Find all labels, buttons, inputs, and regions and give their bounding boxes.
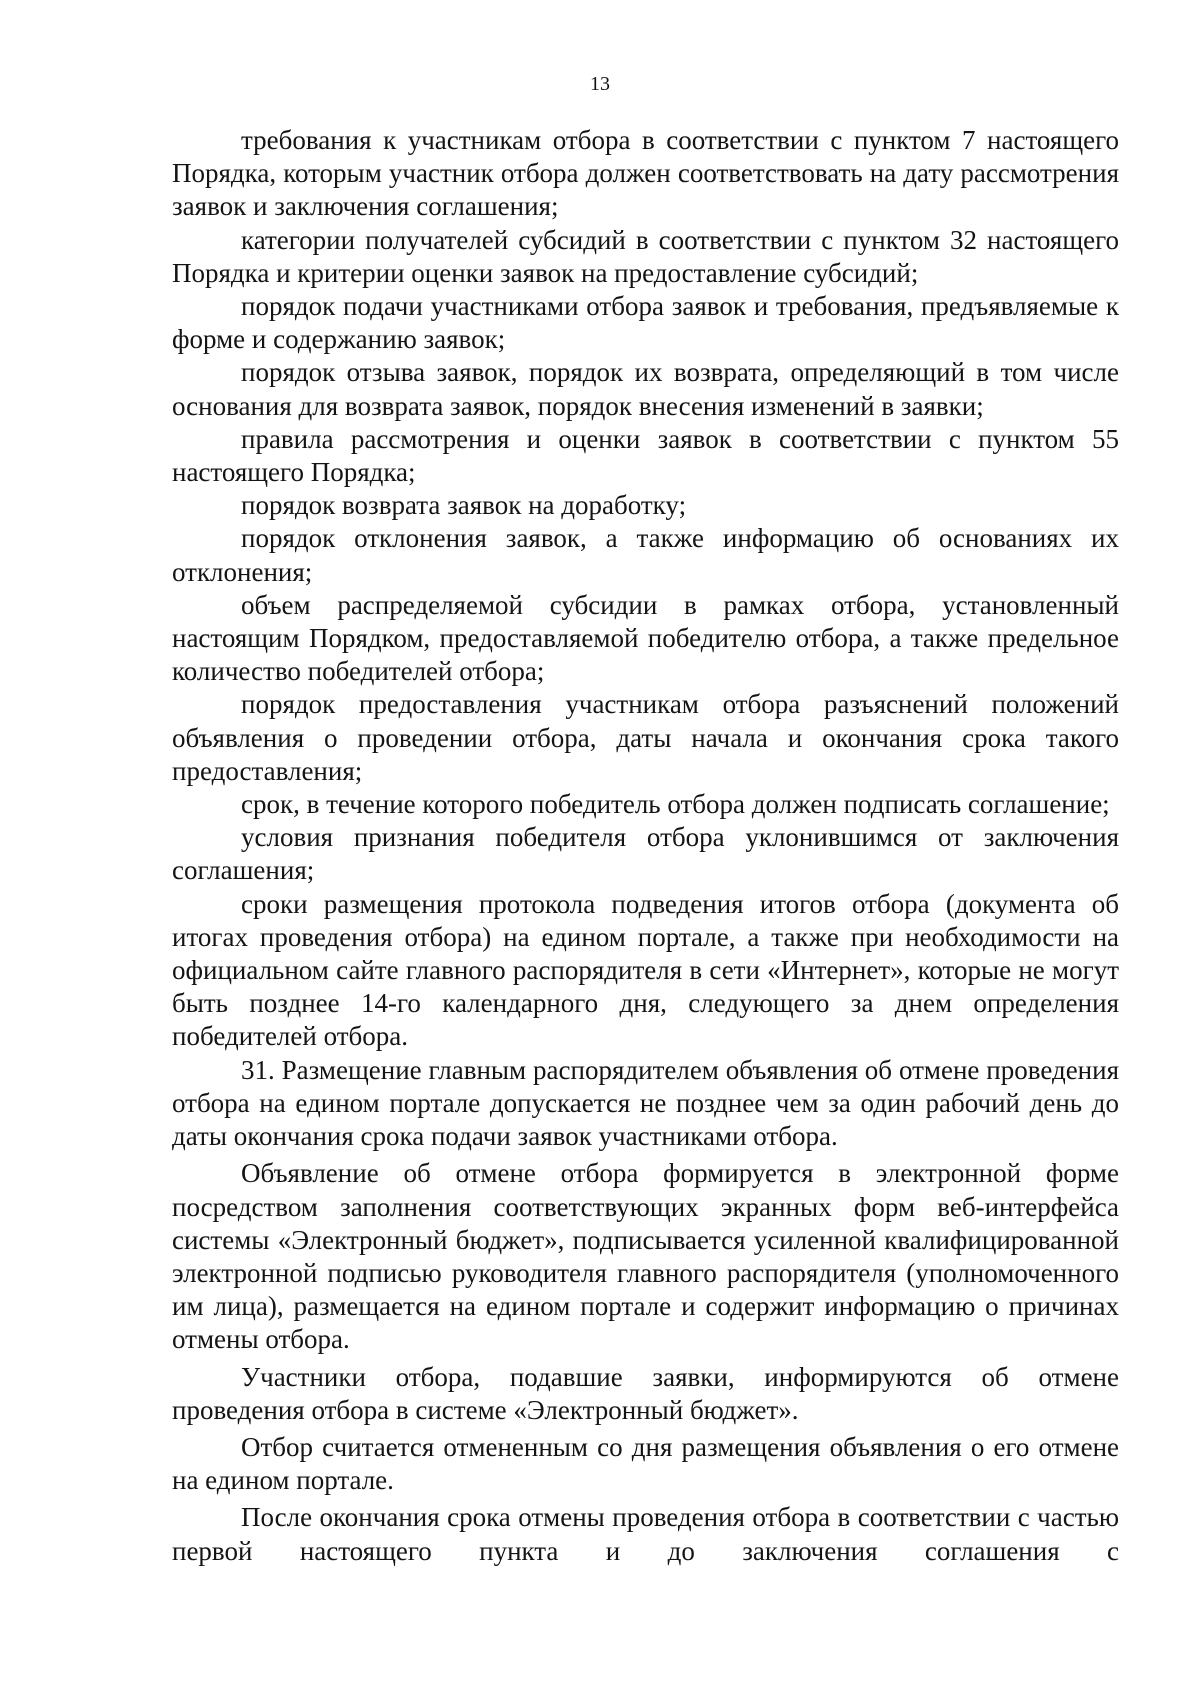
paragraph-signing-deadline: срок, в течение которого победитель отбора должен подписать соглашение; <box>241 789 1110 820</box>
paragraph-participants-informed: Участники отбора, подавшие заявки, информируются об отмене проведения отбора в системе «Электронный бюджет». <box>172 1361 1119 1425</box>
paragraph-subsidy-volume: объем распределяемой субсидии в рамках отбора, установленный настоящим Порядком, предоставляемой победителю отбора, а также предельное количество победителей отбора; <box>172 589 1119 687</box>
paragraph-rejection-procedure: порядок отклонения заявок, а также информацию об основаниях их отклонения; <box>172 523 1119 587</box>
paragraph-evasion-conditions: условия признания победителя отбора уклонившимся от заключения соглашения; <box>172 822 1119 886</box>
paragraph-cancellation-notice: Объявление об отмене отбора формируется в электронной форме посредством заполнения соответствующих экранных форм веб-интерфейса системы «Электронный бюджет», подписывается усиленной квалифицированной электронной подписью руководителя главного распорядителя (уполномоченного им лица), размещается на едином портале и содержит информацию о причинах отмены отбора. <box>172 1158 1119 1355</box>
paragraph-review-rules: правила рассмотрения и оценки заявок в соответствии с пунктом 55 настоящего Порядка; <box>172 423 1119 488</box>
paragraph-recipient-categories: категории получателей субсидий в соответствии с пунктом 32 настоящего Порядка и критерии оценки заявок на предоставление субсидий; <box>172 224 1119 288</box>
paragraph-cancellation-effective: Отбор считается отмененным со дня размещения объявления о его отмене на едином портале. <box>172 1431 1119 1496</box>
page-number: 13 <box>590 73 610 95</box>
paragraph-withdrawal-procedure: порядок отзыва заявок, порядок их возврата, определяющий в том числе основания для возврата заявок, порядок внесения изменений в заявки; <box>172 357 1119 421</box>
paragraph-submission-procedure: порядок подачи участниками отбора заявок и требования, предъявляемые к форме и содержанию заявок; <box>172 291 1119 355</box>
paragraph-participant-requirements: требования к участникам отбора в соответствии с пунктом 7 настоящего Порядка, которым участник отбора должен соответствовать на дату рассмотрения заявок и заключения соглашения; <box>172 125 1119 222</box>
document-body <box>172 124 1119 1568</box>
paragraph-clarifications: порядок предоставления участникам отбора разъяснений положений объявления о проведении отбора, даты начала и окончания срока такого предоставления; <box>172 689 1119 786</box>
paragraph-section-31: 31. Размещение главным распорядителем объявления об отмене проведения отбора на едином портале допускается не позднее чем за один рабочий день до даты окончания срока подачи заявок участниками отбора. <box>172 1054 1119 1152</box>
paragraph-after-cancellation: После окончания срока отмены проведения отбора в соответствии с частью первой настоящего пункта и до заключения соглашения с <box>172 1502 1119 1566</box>
paragraph-protocol-deadlines: сроки размещения протокола подведения итогов отбора (документа об итогах проведения отбора) на едином портале, а также при необходимости на официальном сайте главного распорядителя в сети «Интернет», которые не могут быть позднее 14-го календарного дня, следующего за днем определения победителей отбора. <box>172 888 1119 1052</box>
paragraph-return-for-revision: порядок возврата заявок на доработку; <box>241 490 687 521</box>
